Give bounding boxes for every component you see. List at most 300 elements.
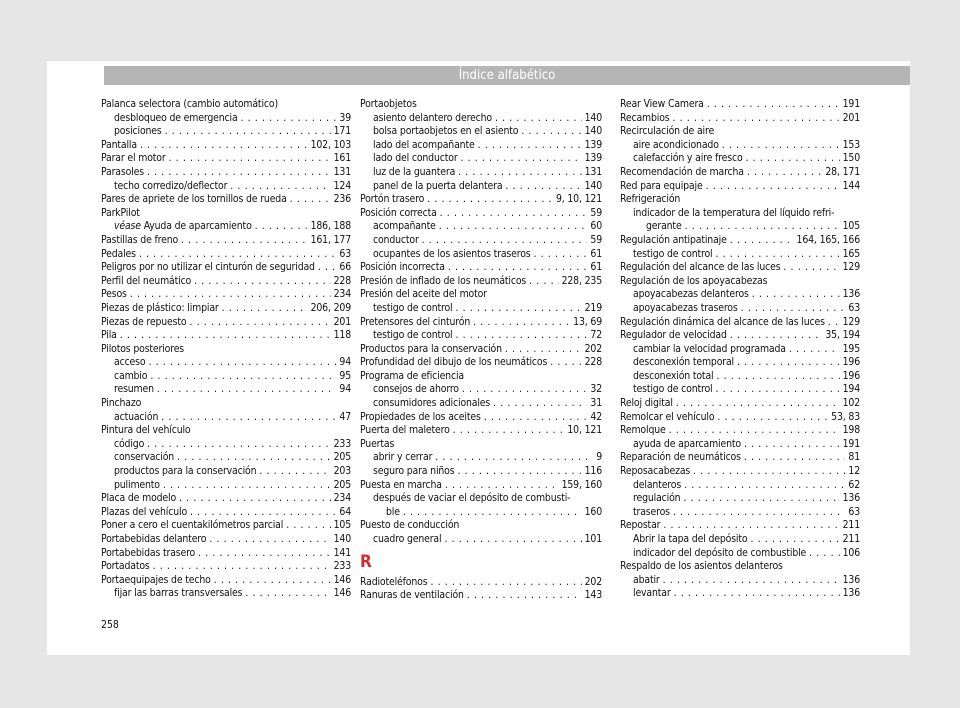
index-entry	[620, 248, 860, 262]
entry-term	[620, 451, 741, 465]
entry-text: Refrigeración	[620, 193, 681, 206]
entry-pages: 141	[333, 546, 351, 559]
entry-text: Regulación del alcance de las luces	[620, 261, 781, 274]
entry-term	[373, 125, 518, 139]
entry-term	[633, 533, 747, 547]
entry-term	[360, 316, 470, 330]
dot-leader	[165, 125, 331, 139]
entry-pages: 140	[584, 111, 602, 124]
entry-pages: 203	[333, 465, 351, 478]
entry-text: actuación	[114, 410, 159, 423]
dot-leader	[684, 479, 845, 493]
entry-pages: 31	[590, 397, 602, 410]
entry-pages: 136	[842, 573, 860, 586]
entry-term	[633, 248, 713, 262]
dot-leader	[190, 506, 336, 520]
entry-text: techo corredizo/deflector	[114, 179, 228, 192]
entry-text: Pesos	[101, 288, 127, 301]
dot-leader	[685, 220, 840, 234]
dot-leader	[403, 506, 582, 520]
dot-leader	[148, 356, 336, 370]
entry-term	[114, 451, 174, 465]
entry-text: consejos de ahorro	[373, 383, 459, 396]
index-entry	[101, 492, 351, 506]
index-entry	[101, 316, 351, 330]
index-entry	[101, 288, 351, 302]
entry-text: Presión del aceite del motor	[360, 288, 487, 301]
index-entry	[101, 438, 351, 452]
index-entry	[620, 356, 860, 370]
index-entry	[620, 220, 860, 234]
entry-pages: 42	[590, 410, 602, 423]
dot-leader	[147, 166, 331, 180]
index-entry	[620, 261, 860, 275]
entry-pages: 95	[339, 369, 351, 382]
index-entry	[101, 451, 351, 465]
entry-pages: 228, 235	[561, 274, 602, 287]
entry-pages: 101	[584, 533, 602, 545]
entry-text: conservación	[114, 451, 175, 464]
entry-text: Parasoles	[101, 165, 144, 178]
entry-term	[101, 207, 140, 219]
entry-text: panel de la puerta delantera	[373, 179, 503, 192]
page-header: Índice alfabético	[104, 66, 910, 85]
entry-term	[360, 193, 424, 207]
index-entry	[620, 125, 860, 139]
entry-text: Productos para la conservación	[360, 342, 502, 355]
index-entry	[360, 275, 602, 289]
dot-leader	[198, 547, 330, 561]
entry-text: Regulador de velocidad	[620, 329, 727, 342]
dot-leader	[189, 316, 330, 330]
entry-pages: 160	[584, 505, 602, 518]
entry-pages: 236	[333, 193, 351, 206]
entry-pages: 12	[848, 465, 860, 478]
entry-text: Pretensores del cinturón	[360, 315, 471, 328]
entry-text: Reposacabezas	[620, 465, 691, 478]
entry-term	[633, 506, 670, 520]
entry-text: Propiedades de los aceites	[360, 410, 481, 423]
entry-text: gerante	[646, 220, 682, 233]
dot-leader	[746, 152, 840, 166]
dot-leader	[456, 329, 588, 343]
index-entry	[360, 193, 602, 207]
entry-text: Portabebidas trasero	[101, 546, 196, 559]
dot-leader	[181, 234, 308, 248]
index-entry	[620, 424, 860, 438]
index-entry	[620, 98, 860, 112]
dot-leader	[214, 574, 331, 588]
entry-term	[620, 424, 666, 438]
entry-text: Ranuras de ventilación	[360, 589, 464, 602]
entry-term	[101, 560, 150, 574]
dot-leader	[741, 302, 846, 316]
entry-pages: 105	[333, 519, 351, 532]
entry-term	[360, 275, 526, 289]
entry-pages: 81	[848, 451, 860, 464]
index-entry	[360, 152, 602, 166]
entry-pages: 202	[584, 342, 602, 355]
entry-text: aire acondicionado	[633, 138, 719, 151]
entry-pages: 228	[584, 356, 602, 369]
entry-term	[620, 519, 660, 533]
entry-term	[633, 492, 680, 506]
entry-term	[633, 479, 681, 493]
entry-text: traseros	[633, 505, 670, 518]
index-entry	[360, 465, 602, 479]
entry-term	[101, 275, 191, 289]
dot-leader	[534, 248, 588, 262]
entry-text: Puesto de conducción	[360, 519, 460, 532]
entry-pages: 186, 188	[310, 220, 351, 233]
entry-term	[360, 370, 464, 382]
entry-text: apoyacabezas traseros	[633, 301, 738, 314]
entry-term	[360, 356, 547, 370]
entry-pages: 39	[339, 111, 351, 124]
entry-pages: 171	[333, 125, 351, 138]
entry-text: abatir	[633, 573, 660, 586]
entry-term	[373, 451, 432, 465]
entry-term	[373, 139, 475, 153]
dot-leader	[290, 193, 331, 207]
section-letter: R	[360, 551, 372, 572]
index-entry	[620, 547, 860, 561]
index-entry	[360, 383, 602, 397]
entry-term	[101, 547, 195, 561]
index-entry	[620, 193, 860, 207]
dot-leader	[722, 139, 840, 153]
entry-pages: 66	[339, 261, 351, 274]
entry-pages: 32	[590, 383, 602, 396]
entry-text: abrir y cerrar	[373, 451, 433, 464]
entry-text: testigo de control	[373, 329, 453, 342]
entry-term	[114, 180, 227, 194]
entry-term	[360, 479, 442, 493]
entry-term	[101, 343, 184, 355]
dot-leader	[169, 152, 331, 166]
index-entry	[101, 275, 351, 289]
dot-leader	[478, 139, 582, 153]
dot-leader	[430, 576, 581, 590]
entry-text: acceso	[114, 356, 146, 369]
index-entry	[620, 479, 860, 493]
entry-term	[114, 220, 252, 234]
entry-pages: 61	[590, 247, 602, 260]
dot-leader	[505, 343, 582, 357]
entry-text: pulimento	[114, 478, 160, 491]
dot-leader	[458, 166, 581, 180]
dot-leader	[716, 248, 840, 262]
index-entry	[360, 397, 602, 411]
entry-pages: 150	[842, 152, 860, 165]
index-entry	[620, 451, 860, 465]
entry-term	[360, 411, 481, 425]
index-entry	[620, 533, 860, 547]
dot-leader	[157, 383, 337, 397]
index-entry	[360, 589, 602, 603]
entry-pages: 139	[584, 138, 602, 151]
entry-term	[620, 112, 670, 126]
index-entry	[101, 506, 351, 520]
entry-term	[101, 424, 191, 436]
index-entry	[360, 506, 602, 520]
entry-text: Pinchazo	[101, 397, 142, 410]
entry-term	[373, 397, 490, 411]
entry-text: cuadro general	[373, 533, 442, 545]
entry-text: asiento delantero derecho	[373, 111, 492, 124]
entry-term	[633, 587, 671, 601]
entry-pages: 129	[842, 261, 860, 274]
entry-pages: 201	[333, 315, 351, 328]
index-entry	[620, 207, 860, 221]
dot-leader	[467, 589, 582, 603]
entry-text: testigo de control	[633, 247, 713, 260]
entry-text: Remolque	[620, 424, 666, 437]
dot-leader	[673, 506, 846, 520]
entry-text: luz de la guantera	[373, 165, 456, 178]
entry-pages: 136	[842, 492, 860, 505]
entry-text: fijar las barras transversales	[114, 587, 243, 600]
entry-pages: 195	[842, 342, 860, 355]
entry-pages: 102, 103	[310, 138, 351, 151]
entry-pages: 131	[584, 165, 602, 178]
dot-leader	[730, 329, 823, 343]
dot-leader	[747, 166, 822, 180]
entry-pages: 196	[842, 369, 860, 382]
entry-term	[101, 329, 117, 343]
entry-text: Rear View Camera	[620, 98, 704, 110]
entry-term	[620, 316, 825, 330]
entry-term	[620, 193, 680, 205]
index-entry	[620, 492, 860, 506]
index-entry	[101, 193, 351, 207]
entry-term	[373, 180, 502, 194]
dot-leader	[484, 411, 588, 425]
dot-leader	[716, 383, 840, 397]
entry-term	[114, 465, 256, 479]
entry-text: calefacción y aire fresco	[633, 152, 743, 165]
entry-text: ayuda de aparcamiento	[633, 437, 741, 450]
index-entry	[101, 465, 351, 479]
index-entry	[360, 370, 602, 384]
entry-text: Posición correcta	[360, 206, 437, 219]
dot-leader	[259, 465, 330, 479]
entry-pages: 139	[584, 152, 602, 165]
index-entry	[620, 152, 860, 166]
dot-leader	[163, 479, 331, 493]
entry-pages: 211	[842, 519, 860, 532]
entry-text: Pintura del vehículo	[101, 424, 191, 437]
dot-leader	[286, 519, 330, 533]
entry-term	[360, 589, 464, 603]
entry-term	[360, 261, 445, 275]
index-entry	[620, 506, 860, 520]
dot-leader	[139, 248, 337, 262]
index-entry	[101, 180, 351, 194]
index-entry	[101, 112, 351, 126]
index-entry	[101, 234, 351, 248]
entry-pages: 53, 83	[831, 410, 860, 423]
entry-term	[386, 506, 400, 520]
index-entry	[360, 112, 602, 126]
dot-leader	[245, 587, 330, 601]
dot-leader	[717, 411, 828, 425]
dot-leader	[147, 438, 330, 452]
entry-text: lado del acompañante	[373, 138, 475, 151]
entry-term	[101, 166, 144, 180]
index-entry	[620, 519, 860, 533]
entry-term	[373, 533, 441, 547]
dot-leader	[457, 465, 581, 479]
entry-text: Respaldo de los asientos delanteros	[620, 560, 783, 573]
index-entry	[620, 397, 860, 411]
entry-pages: 144	[842, 179, 860, 192]
index-entry	[101, 370, 351, 384]
entry-text: Regulación antipatinaje	[620, 233, 727, 246]
index-entry	[620, 587, 860, 601]
dot-leader	[663, 519, 839, 533]
index-entry	[360, 139, 602, 153]
index-entry	[360, 492, 602, 506]
dot-leader	[422, 234, 588, 248]
entry-text: regulación	[633, 492, 681, 505]
index-entry	[360, 288, 602, 302]
entry-pages: 63	[848, 505, 860, 518]
index-entry	[620, 180, 860, 194]
entry-pages: 129	[842, 315, 860, 328]
index-entry	[101, 343, 351, 357]
entry-pages: 233	[333, 560, 351, 573]
entry-pages: 219	[584, 301, 602, 314]
entry-text: cambio	[114, 369, 148, 382]
index-entry	[360, 220, 602, 234]
entry-pages: 211	[842, 533, 860, 545]
entry-pages: 153	[842, 138, 860, 151]
entry-term	[114, 587, 242, 601]
index-entry	[101, 166, 351, 180]
entry-text: Placa de modelo	[101, 492, 177, 505]
dot-leader	[673, 112, 840, 126]
index-entry	[360, 302, 602, 316]
dot-leader	[209, 533, 330, 547]
entry-term	[633, 574, 660, 588]
dot-leader	[809, 547, 839, 561]
dot-leader	[693, 465, 845, 479]
entry-pages: 105	[842, 220, 860, 233]
entry-term	[360, 576, 427, 590]
index-entry	[101, 125, 351, 139]
entry-term	[360, 288, 487, 300]
entry-text: Repostar	[620, 519, 661, 532]
entry-term	[620, 234, 727, 248]
entry-term	[101, 234, 178, 248]
dot-leader	[179, 492, 331, 506]
entry-pages: 234	[333, 288, 351, 301]
dot-leader	[194, 275, 330, 289]
index-entry	[620, 112, 860, 126]
entry-term	[114, 438, 144, 452]
index-entry	[360, 234, 602, 248]
entry-pages: 161, 177	[310, 233, 351, 246]
entry-term	[620, 180, 703, 194]
entry-text: bolsa portaobjetos en el asiento	[373, 125, 519, 138]
entry-text: delanteros	[633, 478, 682, 491]
index-entry	[620, 383, 860, 397]
entry-term	[101, 492, 176, 506]
entry-text: Pedales	[101, 247, 136, 260]
entry-pages: 164, 165, 166	[796, 233, 860, 246]
index-entry	[360, 533, 602, 547]
entry-term	[620, 560, 783, 572]
entry-text: desbloqueo de emergencia	[114, 111, 238, 124]
entry-text: Puerta del maletero	[360, 424, 450, 437]
index-entry	[620, 343, 860, 357]
index-entry	[360, 166, 602, 180]
entry-term	[114, 479, 160, 493]
entry-text: seguro para niños	[373, 465, 455, 478]
dot-leader	[663, 574, 840, 588]
entry-term	[360, 519, 459, 531]
entry-pages: 191	[842, 437, 860, 450]
entry-text: cambiar la velocidad programada	[633, 342, 786, 355]
entry-pages: 28, 171	[825, 165, 860, 178]
entry-pages: 234	[333, 492, 351, 505]
entry-text: Pantalla	[101, 138, 137, 151]
entry-pages: 47	[339, 410, 351, 423]
entry-text: Profundidad del dibujo de los neumáticos	[360, 356, 548, 369]
dot-leader	[461, 152, 582, 166]
index-entry	[620, 288, 860, 302]
entry-pages: 165	[842, 247, 860, 260]
entry-term	[633, 356, 734, 370]
entry-term	[373, 302, 453, 316]
entry-pages: 228	[333, 274, 351, 287]
index-entry	[101, 207, 351, 221]
dot-leader	[230, 180, 330, 194]
entry-pages: 63	[848, 301, 860, 314]
index-column-2	[360, 98, 602, 603]
entry-term	[373, 220, 436, 234]
entry-pages: 146	[333, 573, 351, 586]
entry-term	[101, 193, 287, 207]
entry-text: Peligros por no utilizar el cinturón de seguridad	[101, 261, 315, 274]
index-entry	[620, 329, 860, 343]
index-entry	[101, 152, 351, 166]
entry-text: Puesta en marcha	[360, 478, 442, 491]
entry-term	[360, 424, 450, 438]
entry-pages: 140	[584, 125, 602, 138]
entry-term	[373, 234, 419, 248]
index-entry	[360, 479, 602, 493]
dot-leader	[789, 343, 840, 357]
index-entry	[101, 383, 351, 397]
entry-text: consumidores adicionales	[373, 397, 491, 410]
entry-term	[633, 152, 743, 166]
entry-text: Ayuda de aparcamiento	[143, 220, 252, 233]
dot-leader	[161, 411, 336, 425]
index-entry	[620, 316, 860, 330]
dot-leader	[153, 560, 331, 574]
dot-leader	[744, 438, 840, 452]
index-entry	[101, 519, 351, 533]
index-entry	[360, 519, 602, 533]
dot-leader	[674, 587, 840, 601]
entry-pages: 10, 121	[567, 424, 602, 437]
entry-pages: 106	[842, 546, 860, 559]
entry-pages: 191	[842, 98, 860, 110]
index-entry	[101, 533, 351, 547]
index-entry	[620, 370, 860, 384]
